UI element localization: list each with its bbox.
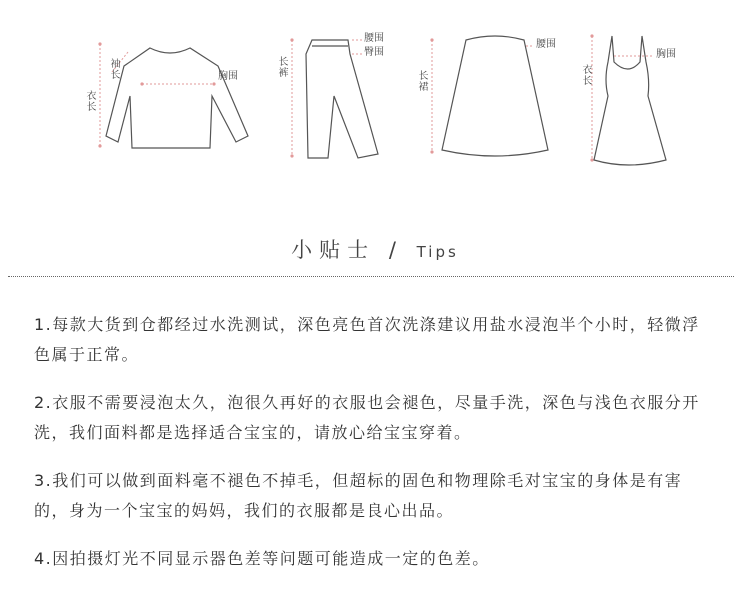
- section-title-en: Tips: [416, 243, 459, 261]
- pants-waist-label: 腰围: [364, 33, 384, 44]
- sweater-length-label: 衣长: [84, 90, 95, 112]
- tip-item: 4.因拍摄灯光不同显示器色差等问题可能造成一定的色差。: [34, 549, 490, 568]
- tip-item: 3.我们可以做到面料毫不褪色不掉毛，但超标的固色和物理除毛对宝宝的身体是有害的，身为一个宝宝的妈妈，我们的衣服都是良心出品。: [34, 471, 683, 520]
- dress-chest-label: 胸围: [656, 49, 676, 60]
- tip-item: 1.每款大货到仓都经过水洗测试，深色亮色首次洗涤建议用盐水浸泡半个小时，轻微浮色属于正常。: [34, 315, 700, 364]
- pants-length-label: 长裤: [276, 56, 287, 78]
- section-title-slash: /: [388, 238, 403, 262]
- pants-hip-label: 臀围: [364, 47, 384, 58]
- dotted-divider: [8, 276, 734, 277]
- skirt-waist-label: 腰围: [536, 39, 556, 50]
- sweater-outline: [106, 48, 248, 148]
- skirt-outline: [442, 36, 548, 156]
- sleeve-length-label: 袖长: [108, 58, 119, 80]
- sweater-chest-label: 胸围: [218, 71, 238, 82]
- skirt-length-label: 长裙: [416, 70, 427, 92]
- section-title: [0, 234, 750, 264]
- tips-list: [34, 310, 714, 592]
- garment-outlines: [0, 0, 750, 200]
- size-diagrams: [0, 0, 750, 200]
- section-title-cn: 小贴士: [291, 238, 376, 262]
- tip-item: 2.衣服不需要浸泡太久，泡很久再好的衣服也会褪色，尽量手洗，深色与浅色衣服分开洗，我们面料都是选择适合宝宝的，请放心给宝宝穿着。: [34, 393, 700, 442]
- dress-length-label: 衣长: [580, 64, 591, 86]
